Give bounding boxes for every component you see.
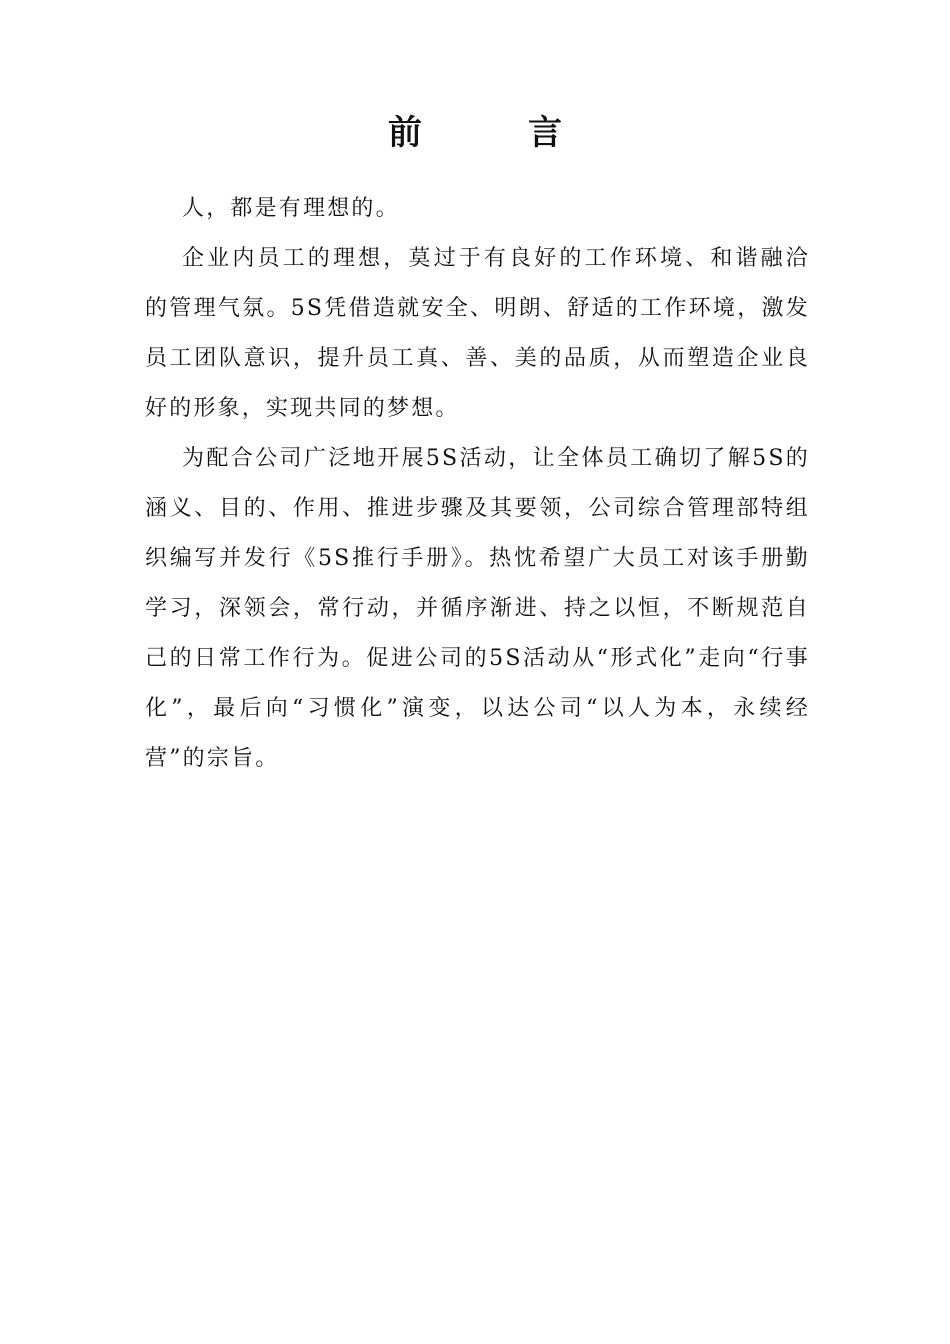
paragraph-purpose: 为配合公司广泛地开展5S活动，让全体员工确切了解5S的涵义、目的、作用、推进步骤及其要领，公司综合管理部特组织编写并发行《5S推行手册》。热忱希望广大员工对该手册勤学习，深领会，常行动，并循序渐进、持之以恒，不断规范自己的日常工作行为。促进公司的5S活动从“形式化”走向“行事化”，最后向“习惯化”演变，以达公司“以人为本，永续经营”的宗旨。 (145, 446, 810, 771)
paragraph-intro: 人，都是有理想的。 (182, 196, 400, 221)
page-title: 前 言 (388, 113, 598, 153)
preface-body (145, 184, 810, 784)
paragraph-ideal: 企业内员工的理想，莫过于有良好的工作环境、和谐融洽的管理气氛。5S凭借造就安全、明朗、舒适的工作环境，激发员工团队意识，提升员工真、善、美的品质，从而塑造企业良好的形象，实现共同的梦想。 (145, 246, 810, 421)
